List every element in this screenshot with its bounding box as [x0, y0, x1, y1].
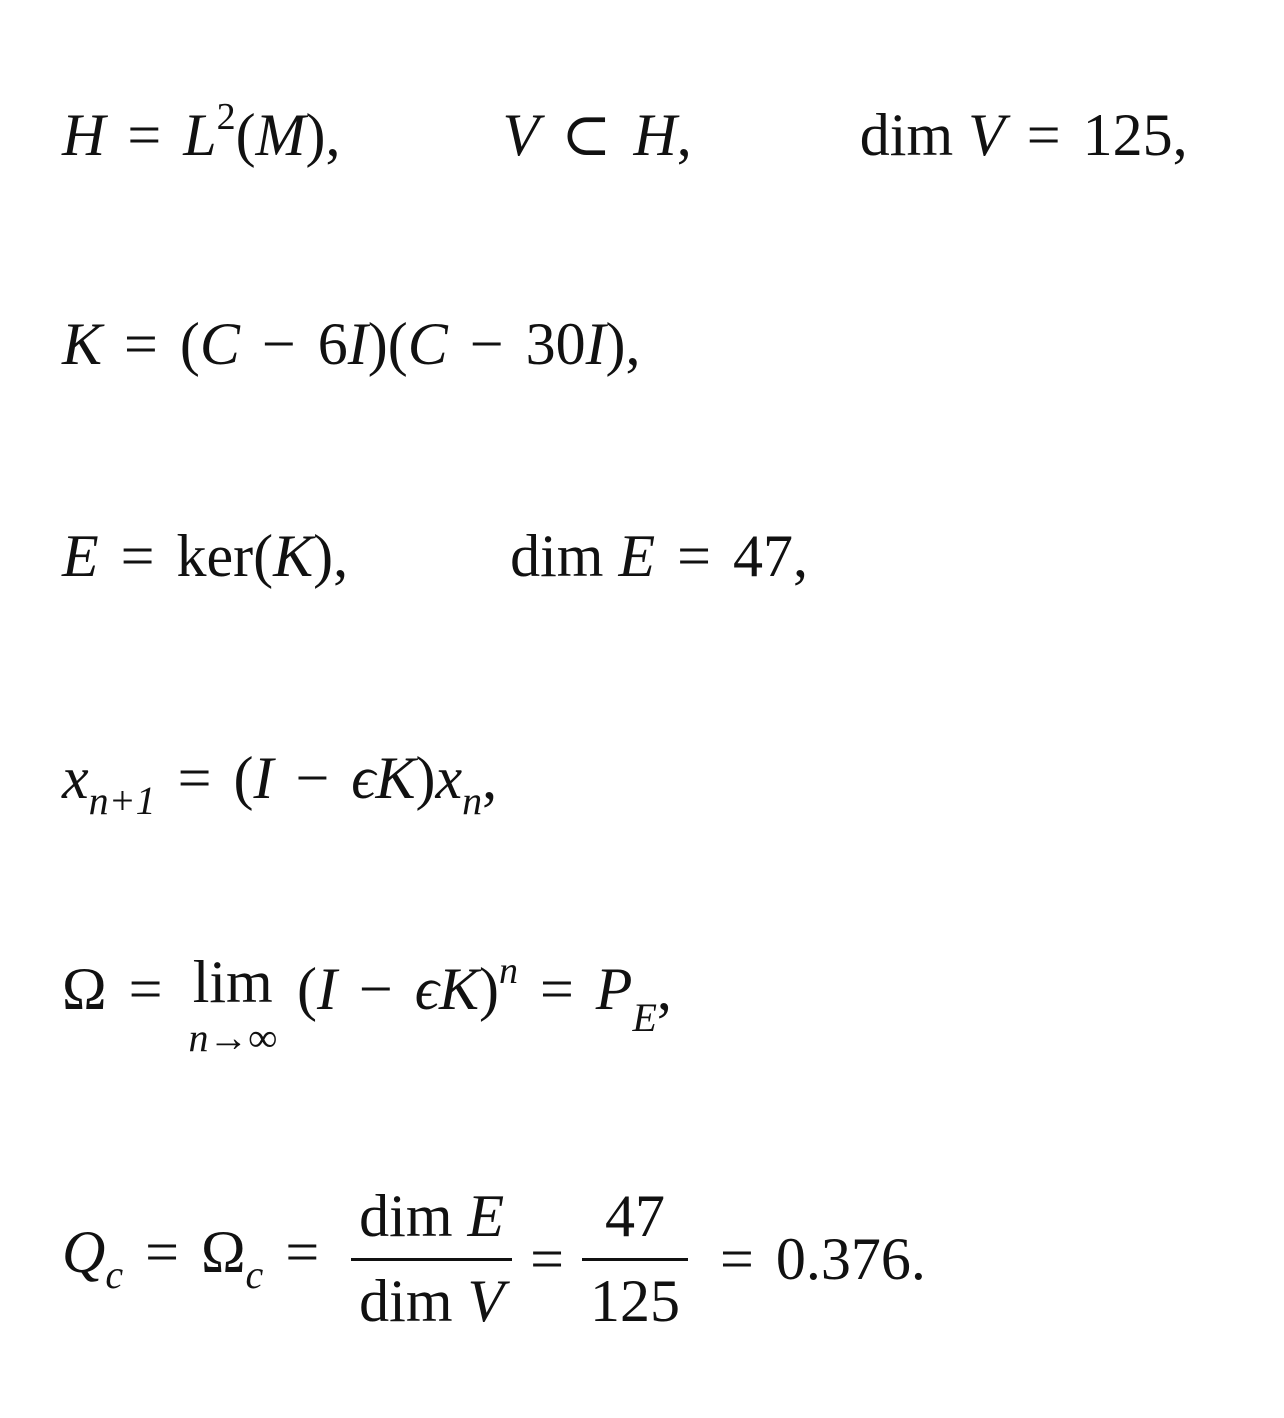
- symbol-omega: Ω: [200, 1219, 246, 1285]
- symbol-C-1: C: [199, 311, 240, 377]
- result-value: 0.376.: [775, 1225, 926, 1292]
- symbol-K: K: [273, 523, 314, 589]
- subscript-c: c: [105, 1252, 124, 1297]
- close-paren: ): [415, 745, 436, 811]
- equation-limit-projection: [62, 949, 672, 1060]
- symbol-H: H: [62, 102, 106, 168]
- close-paren: ): [478, 956, 499, 1022]
- open-paren: (: [233, 745, 254, 811]
- comma: ,: [482, 745, 498, 811]
- close-paren-1: ): [367, 311, 388, 377]
- equals-sign-2: =: [677, 523, 711, 589]
- subscript-n: n: [462, 778, 483, 823]
- subscript-c-2: c: [245, 1252, 264, 1297]
- fraction-numerator: [351, 1183, 512, 1249]
- fraction-dimensions: [351, 1183, 512, 1334]
- comma: ,: [676, 102, 692, 168]
- comma: ,: [656, 956, 672, 1022]
- equation-operator-K: [62, 311, 641, 377]
- minus-sign-1: −: [261, 311, 296, 377]
- equation-kernel: [62, 523, 808, 589]
- dim-value: 47,: [732, 523, 808, 589]
- exponent-n: n: [498, 950, 518, 992]
- equals-sign: =: [128, 956, 163, 1022]
- open-paren-2: (: [387, 311, 408, 377]
- equals-sign: =: [127, 102, 162, 168]
- equation-iteration: [62, 745, 498, 823]
- symbol-omega: Ω: [62, 956, 107, 1022]
- symbol-x: x: [62, 745, 89, 811]
- coefficient-6: 6: [317, 311, 348, 377]
- equals-sign-2: =: [285, 1219, 320, 1285]
- symbol-Q: Q: [62, 1219, 106, 1285]
- open-paren-1: (: [179, 311, 200, 377]
- fraction-numeric: [582, 1183, 688, 1334]
- symbol-epsilon: ϵ: [351, 745, 376, 811]
- symbol-E: E: [467, 1183, 505, 1249]
- symbol-M: M: [255, 102, 306, 168]
- symbol-C-2: C: [407, 311, 448, 377]
- ker-operator: ker: [176, 523, 254, 589]
- symbol-L: L: [183, 102, 217, 168]
- subscript-n-plus-1: n+1: [88, 778, 156, 823]
- symbol-K: K: [438, 956, 479, 1022]
- open-paren: (: [296, 956, 317, 1022]
- minus-sign-2: −: [469, 311, 504, 377]
- fraction-denominator: [351, 1268, 512, 1334]
- equals-sign: =: [124, 311, 158, 377]
- open-paren: (: [253, 523, 274, 589]
- symbol-I: I: [316, 956, 337, 1022]
- superscript-2: 2: [216, 96, 236, 138]
- subscript-E: E: [632, 995, 657, 1040]
- coefficient-30: 30: [525, 311, 586, 377]
- symbol-x-2: x: [435, 745, 463, 811]
- symbol-P: P: [595, 956, 633, 1022]
- symbol-K: K: [62, 311, 103, 377]
- equation-hilbert-space: [62, 96, 1188, 168]
- equals-sign-1: =: [145, 1219, 179, 1285]
- symbol-E: E: [62, 523, 99, 589]
- lim-word: lim: [192, 949, 273, 1015]
- subset-sign: ⊂: [561, 102, 612, 168]
- fraction-numerator-47: 47: [605, 1183, 665, 1249]
- dim-value: 125,: [1082, 102, 1188, 168]
- open-paren: (: [235, 102, 256, 168]
- lim-subscript: n→∞: [188, 1015, 277, 1060]
- symbol-K: K: [375, 745, 416, 811]
- equals-sign-2: =: [539, 956, 574, 1022]
- equals-sign: =: [120, 523, 155, 589]
- dim-operator: dim: [359, 1183, 453, 1249]
- fraction-bar: [351, 1258, 512, 1261]
- symbol-V: V: [467, 1268, 505, 1334]
- symbol-I-1: I: [347, 311, 368, 377]
- close-paren-comma: ),: [305, 102, 341, 168]
- dim-operator: dim: [859, 102, 954, 168]
- fraction-bar-2: [582, 1258, 688, 1261]
- symbol-epsilon: ϵ: [414, 956, 439, 1022]
- symbol-V-2: V: [968, 102, 1005, 168]
- equals-sign-3: =: [530, 1225, 564, 1292]
- equation-quality-ratio: [62, 1183, 926, 1334]
- equals-sign-4: =: [720, 1225, 754, 1292]
- close-paren-comma: ),: [313, 523, 349, 589]
- symbol-I: I: [253, 745, 274, 811]
- dim-operator-2: dim: [359, 1268, 453, 1334]
- equals-sign-2: =: [1026, 102, 1061, 168]
- symbol-H-2: H: [633, 102, 677, 168]
- fraction-denominator-125: 125: [590, 1268, 680, 1334]
- limit-operator: [188, 949, 277, 1060]
- symbol-V: V: [502, 102, 540, 168]
- symbol-E-2: E: [618, 523, 656, 589]
- dim-operator: dim: [510, 523, 604, 589]
- equals-sign: =: [177, 745, 212, 811]
- minus-sign: −: [295, 745, 330, 811]
- minus-sign: −: [358, 956, 393, 1022]
- close-paren-2: ),: [605, 311, 641, 377]
- symbol-I-2: I: [585, 311, 606, 377]
